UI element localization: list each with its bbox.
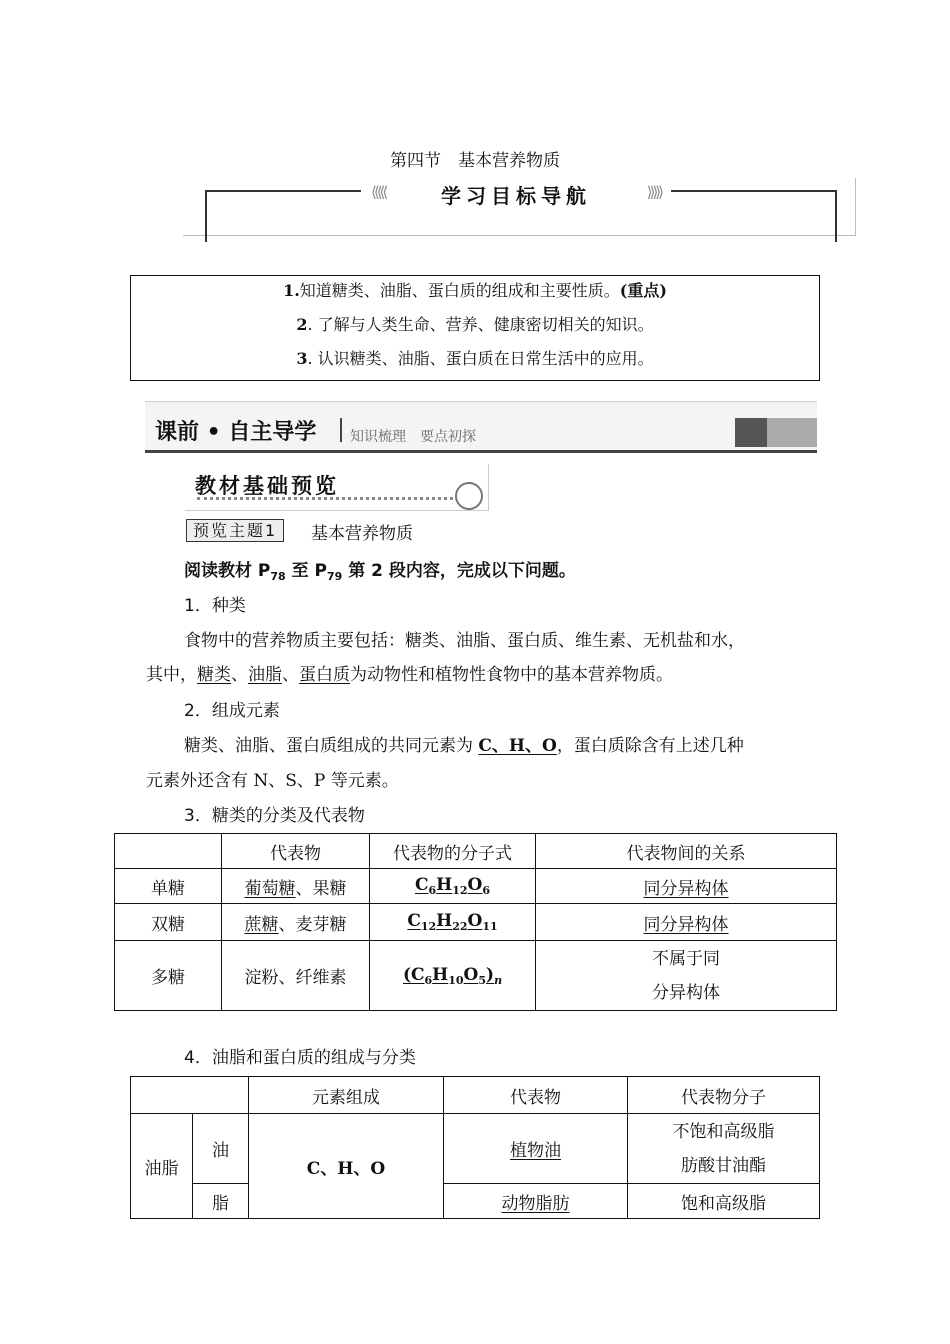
- relation-line-1: 不属于同: [652, 948, 720, 969]
- chevron-right-icon: ⟩⟩⟩⟩⟩: [646, 183, 661, 201]
- s1-line-1: 食物中的营养物质主要包括：糖类、油脂、蛋白质、维生素、无机盐和水，: [184, 631, 745, 651]
- table-cell-rep: [222, 869, 370, 904]
- goal-3-text: . 认识糖类、油脂、蛋白质在日常生活中的应用。: [307, 349, 654, 368]
- formula-polysaccharide: $(C_6H_{10}O_5)_n$: [402, 964, 503, 987]
- table-corner-cell: [131, 1077, 249, 1114]
- formula-cell: [370, 869, 536, 904]
- fill-blank-2: 油脂: [248, 665, 282, 685]
- rep-vegetable-oil: 植物油: [510, 1141, 561, 1161]
- chevron-left-icon: ⟨⟨⟨⟨⟨: [371, 183, 386, 201]
- s2-line-1-b: ，蛋白质除含有上述几种: [556, 736, 744, 756]
- intro-page-1: 78: [270, 570, 286, 583]
- table-cell-relation: [536, 904, 837, 941]
- s1-line-2-a: 其中，: [146, 665, 197, 685]
- intro-line: [184, 556, 576, 583]
- table-header-cell: 代表物分子: [628, 1077, 820, 1114]
- table-row: [131, 1184, 820, 1219]
- goal-2-num: 2: [296, 315, 308, 334]
- table-cell-molecule: 饱和高级脂: [628, 1184, 820, 1219]
- pre-class-banner-title: 课前 • 自主导学: [155, 420, 317, 445]
- table-cell-rep: [444, 1114, 628, 1184]
- rep-sucrose: 蔗糖: [244, 914, 279, 935]
- table-header-row: [131, 1077, 820, 1114]
- fill-blank-3: 蛋白质: [299, 665, 350, 685]
- formula-monosaccharide: $C_6H_{12}O_6$: [414, 875, 491, 897]
- s2-line-1-a: 糖类、油脂、蛋白质组成的共同元素为: [184, 736, 479, 756]
- fill-blank-1: 糖类: [197, 665, 231, 685]
- goals-box: [130, 275, 820, 381]
- s2-line-2: 元素外还含有 N、S、P 等元素。: [146, 771, 399, 791]
- table-header-cell: 元素组成: [249, 1077, 444, 1114]
- table-cell-rep: [444, 1184, 628, 1219]
- table-cell-group: 油脂: [131, 1114, 193, 1219]
- table-cell-relation: [536, 941, 837, 1011]
- s1-line-2-b: 为动物性和植物性食物中的基本营养物质。: [350, 665, 673, 685]
- formula-cell: [370, 904, 536, 941]
- fill-blank-elements: C、H、O: [478, 736, 557, 756]
- goal-2-text: . 了解与人类生命、营养、健康密切相关的知识。: [307, 315, 654, 334]
- s1-sep-2: 、: [282, 665, 299, 685]
- goal-1: [131, 278, 819, 301]
- s4-heading: 4．油脂和蛋白质的组成与分类: [184, 1048, 416, 1068]
- formula-disaccharide: $C_{12}H_{22}O_{11}$: [407, 911, 498, 933]
- table-corner-cell: [115, 834, 222, 869]
- table-row: [115, 869, 837, 904]
- goal-3: [131, 346, 819, 369]
- rep-glucose: 葡萄糖: [244, 878, 296, 899]
- relation-line-2: 分异构体: [652, 982, 720, 1003]
- table-row: [115, 904, 837, 941]
- molecule-line-1: 不饱和高级脂: [672, 1121, 775, 1142]
- goal-banner: [183, 178, 856, 236]
- table-header-cell: 代表物: [222, 834, 370, 869]
- banner-dark-block: [735, 418, 767, 447]
- preview-box: [185, 464, 489, 511]
- s3-heading: 3．糖类的分类及代表物: [184, 806, 365, 826]
- table-cell-rep: 淀粉、纤维素: [222, 941, 370, 1011]
- table-header-row: [115, 834, 837, 869]
- table-row: [131, 1114, 820, 1184]
- relation-disaccharide: 同分异构体: [643, 914, 729, 935]
- goal-banner-title: 学习目标导航: [441, 184, 591, 208]
- rep-maltose: 、麦芽糖: [278, 914, 347, 935]
- fat-protein-table: [130, 1076, 820, 1219]
- formula-cell: [370, 941, 536, 1011]
- preview-box-title: 教材基础预览: [195, 474, 339, 498]
- table-cell-category: 单糖: [115, 869, 222, 904]
- intro-part-c: 第 2 段内容，完成以下问题。: [342, 561, 576, 581]
- intro-part-b: 至 P: [285, 561, 327, 581]
- goal-banner-title-area: [361, 178, 671, 206]
- table-header-cell: 代表物: [444, 1077, 628, 1114]
- s2-heading: 2．组成元素: [184, 701, 280, 721]
- pre-class-banner: [145, 401, 817, 453]
- topic-tag: 预览主题1: [186, 519, 284, 542]
- table-cell-category: 多糖: [115, 941, 222, 1011]
- molecule-line-2: 肪酸甘油酯: [681, 1155, 766, 1176]
- table-cell-relation: [536, 869, 837, 904]
- goal-2: [131, 312, 819, 335]
- banner-gray-block: [767, 418, 817, 447]
- goal-3-num: 3: [296, 349, 308, 368]
- relation-monosaccharide: 同分异构体: [643, 878, 729, 899]
- circle-icon: [455, 482, 483, 510]
- topic-title: 基本营养物质: [311, 524, 413, 544]
- goal-1-tag: (重点): [619, 281, 667, 300]
- goal-1-text: 知道糖类、油脂、蛋白质的组成和主要性质。: [299, 281, 620, 300]
- table-cell-rep: [222, 904, 370, 941]
- table-cell-elements: C、H、O: [249, 1114, 444, 1219]
- dotted-line: [197, 497, 459, 500]
- table-cell-molecule: [628, 1114, 820, 1184]
- table-row: [115, 941, 837, 1011]
- intro-page-2: 79: [327, 570, 343, 583]
- s1-line-2: [146, 660, 673, 685]
- banner-divider: [340, 418, 342, 442]
- table-cell-category: 双糖: [115, 904, 222, 941]
- table-cell-sub: 油: [193, 1114, 249, 1184]
- table-header-cell: 代表物间的关系: [536, 834, 837, 869]
- goal-1-num: 1.: [283, 281, 300, 300]
- sugar-table: [114, 833, 837, 1011]
- table-cell-sub: 脂: [193, 1184, 249, 1219]
- s1-sep-1: 、: [231, 665, 248, 685]
- intro-part-a: 阅读教材 P: [184, 561, 271, 581]
- s1-heading: 1．种类: [184, 596, 246, 616]
- rep-animal-fat: 动物脂肪: [501, 1193, 570, 1214]
- page-title: 第四节 基本营养物质: [390, 151, 560, 171]
- table-header-cell: 代表物的分子式: [370, 834, 536, 869]
- s2-line-1: [184, 731, 744, 756]
- rep-fructose: 、果糖: [295, 878, 347, 899]
- pre-class-banner-subtitle: 知识梳理 要点初探: [350, 429, 476, 445]
